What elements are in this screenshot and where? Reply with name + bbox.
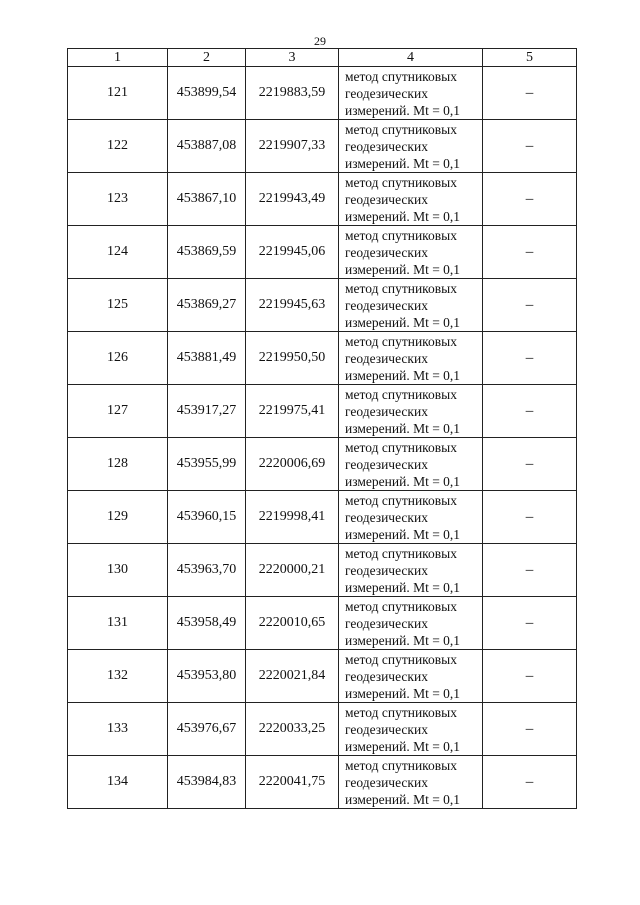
note-cell: –	[483, 279, 577, 332]
x-coordinate-cell: 453976,67	[168, 703, 246, 756]
method-line-2: геодезических	[345, 350, 428, 366]
method-line-3: измерений. Mt = 0,1	[345, 632, 461, 648]
method-line-1: метод спутниковых	[345, 174, 457, 190]
method-line-2: геодезических	[345, 456, 428, 472]
method-line-3: измерений. Mt = 0,1	[345, 738, 461, 754]
point-number-cell: 122	[68, 120, 168, 173]
point-number-cell: 129	[68, 491, 168, 544]
method-line-3: измерений. Mt = 0,1	[345, 261, 461, 277]
method-line-3: измерений. Mt = 0,1	[345, 579, 461, 595]
y-coordinate-cell: 2220000,21	[246, 544, 339, 597]
table-row	[68, 332, 577, 385]
method-line-1: метод спутниковых	[345, 598, 457, 614]
note-cell: –	[483, 597, 577, 650]
y-coordinate-cell: 2219907,33	[246, 120, 339, 173]
method-line-1: метод спутниковых	[345, 386, 457, 402]
note-cell: –	[483, 703, 577, 756]
point-number-cell: 128	[68, 438, 168, 491]
x-coordinate-cell: 453955,99	[168, 438, 246, 491]
note-cell: –	[483, 438, 577, 491]
method-cell	[339, 120, 483, 173]
x-coordinate-cell: 453899,54	[168, 67, 246, 120]
x-coordinate-cell: 453953,80	[168, 650, 246, 703]
method-line-3: измерений. Mt = 0,1	[345, 791, 461, 807]
method-cell	[339, 650, 483, 703]
method-line-3: измерений. Mt = 0,1	[345, 367, 461, 383]
coordinates-table	[67, 48, 577, 809]
header-col-2: 2	[168, 49, 246, 67]
method-line-1: метод спутниковых	[345, 439, 457, 455]
y-coordinate-cell: 2219943,49	[246, 173, 339, 226]
method-line-1: метод спутниковых	[345, 280, 457, 296]
table-row	[68, 597, 577, 650]
method-line-1: метод спутниковых	[345, 68, 457, 84]
point-number-cell: 121	[68, 67, 168, 120]
method-cell	[339, 438, 483, 491]
x-coordinate-cell: 453963,70	[168, 544, 246, 597]
method-line-1: метод спутниковых	[345, 227, 457, 243]
method-line-2: геодезических	[345, 403, 428, 419]
point-number-cell: 133	[68, 703, 168, 756]
method-line-1: метод спутниковых	[345, 492, 457, 508]
note-cell: –	[483, 332, 577, 385]
table-row	[68, 279, 577, 332]
method-line-2: геодезических	[345, 668, 428, 684]
y-coordinate-cell: 2219883,59	[246, 67, 339, 120]
y-coordinate-cell: 2219998,41	[246, 491, 339, 544]
table-row	[68, 385, 577, 438]
method-line-3: измерений. Mt = 0,1	[345, 208, 461, 224]
method-line-1: метод спутниковых	[345, 651, 457, 667]
x-coordinate-cell: 453881,49	[168, 332, 246, 385]
table-body	[68, 67, 577, 809]
note-cell: –	[483, 385, 577, 438]
point-number-cell: 125	[68, 279, 168, 332]
method-line-2: геодезических	[345, 191, 428, 207]
y-coordinate-cell: 2220006,69	[246, 438, 339, 491]
note-cell: –	[483, 650, 577, 703]
method-line-2: геодезических	[345, 138, 428, 154]
note-cell: –	[483, 120, 577, 173]
y-coordinate-cell: 2220033,25	[246, 703, 339, 756]
table-header-row	[68, 49, 577, 67]
method-line-3: измерений. Mt = 0,1	[345, 685, 461, 701]
header-col-5: 5	[483, 49, 577, 67]
x-coordinate-cell: 453867,10	[168, 173, 246, 226]
note-cell: –	[483, 173, 577, 226]
table-row	[68, 544, 577, 597]
method-line-1: метод спутниковых	[345, 545, 457, 561]
note-cell: –	[483, 544, 577, 597]
method-line-3: измерений. Mt = 0,1	[345, 155, 461, 171]
table-row	[68, 120, 577, 173]
method-line-2: геодезических	[345, 615, 428, 631]
x-coordinate-cell: 453869,27	[168, 279, 246, 332]
point-number-cell: 132	[68, 650, 168, 703]
table-row	[68, 491, 577, 544]
table-row	[68, 703, 577, 756]
table-row	[68, 67, 577, 120]
note-cell: –	[483, 67, 577, 120]
method-cell	[339, 597, 483, 650]
method-cell	[339, 544, 483, 597]
method-cell	[339, 173, 483, 226]
x-coordinate-cell: 453887,08	[168, 120, 246, 173]
point-number-cell: 130	[68, 544, 168, 597]
y-coordinate-cell: 2220010,65	[246, 597, 339, 650]
note-cell: –	[483, 226, 577, 279]
x-coordinate-cell: 453917,27	[168, 385, 246, 438]
method-line-2: геодезических	[345, 297, 428, 313]
point-number-cell: 124	[68, 226, 168, 279]
method-cell	[339, 332, 483, 385]
method-line-3: измерений. Mt = 0,1	[345, 102, 461, 118]
method-cell	[339, 491, 483, 544]
table-row	[68, 650, 577, 703]
note-cell: –	[483, 756, 577, 809]
y-coordinate-cell: 2219945,63	[246, 279, 339, 332]
y-coordinate-cell: 2220041,75	[246, 756, 339, 809]
note-cell: –	[483, 491, 577, 544]
x-coordinate-cell: 453958,49	[168, 597, 246, 650]
method-line-2: геодезических	[345, 774, 428, 790]
method-line-2: геодезических	[345, 562, 428, 578]
point-number-cell: 134	[68, 756, 168, 809]
point-number-cell: 127	[68, 385, 168, 438]
point-number-cell: 131	[68, 597, 168, 650]
header-col-3: 3	[246, 49, 339, 67]
method-line-2: геодезических	[345, 509, 428, 525]
point-number-cell: 126	[68, 332, 168, 385]
method-line-1: метод спутниковых	[345, 333, 457, 349]
method-line-3: измерений. Mt = 0,1	[345, 473, 461, 489]
table-row	[68, 226, 577, 279]
table-row	[68, 173, 577, 226]
method-cell	[339, 756, 483, 809]
method-line-3: измерений. Mt = 0,1	[345, 526, 461, 542]
method-cell	[339, 226, 483, 279]
method-line-1: метод спутниковых	[345, 757, 457, 773]
method-line-1: метод спутниковых	[345, 704, 457, 720]
header-col-4: 4	[339, 49, 483, 67]
x-coordinate-cell: 453960,15	[168, 491, 246, 544]
method-line-3: измерений. Mt = 0,1	[345, 420, 461, 436]
y-coordinate-cell: 2219950,50	[246, 332, 339, 385]
method-line-2: геодезических	[345, 721, 428, 737]
table-row	[68, 756, 577, 809]
x-coordinate-cell: 453984,83	[168, 756, 246, 809]
method-cell	[339, 703, 483, 756]
method-cell	[339, 67, 483, 120]
table-row	[68, 438, 577, 491]
method-line-3: измерений. Mt = 0,1	[345, 314, 461, 330]
y-coordinate-cell: 2220021,84	[246, 650, 339, 703]
point-number-cell: 123	[68, 173, 168, 226]
method-cell	[339, 279, 483, 332]
method-line-2: геодезических	[345, 244, 428, 260]
page-number: 29	[314, 34, 326, 48]
y-coordinate-cell: 2219945,06	[246, 226, 339, 279]
y-coordinate-cell: 2219975,41	[246, 385, 339, 438]
header-col-1: 1	[68, 49, 168, 67]
method-line-2: геодезических	[345, 85, 428, 101]
method-cell	[339, 385, 483, 438]
method-line-1: метод спутниковых	[345, 121, 457, 137]
x-coordinate-cell: 453869,59	[168, 226, 246, 279]
